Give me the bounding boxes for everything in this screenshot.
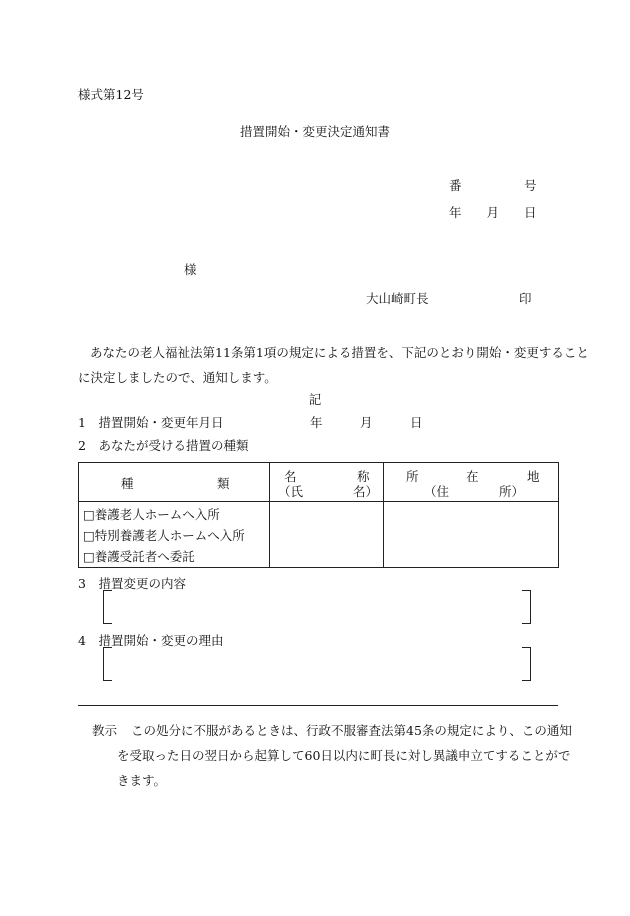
- header-type-char-1: 種: [121, 476, 134, 491]
- measure-type-table: [78, 462, 559, 568]
- notice-line-3: きます。: [117, 773, 167, 788]
- addressee-honorific: 様: [184, 262, 197, 277]
- sender-name: 大山崎町長: [366, 291, 429, 306]
- header-type: [79, 463, 270, 502]
- item-3-bracket-left: [103, 590, 112, 624]
- item-4-label: 4 措置開始・変更の理由: [78, 633, 224, 648]
- header-address-char-2: 在: [466, 469, 479, 484]
- table-body-row: [79, 502, 559, 568]
- item-3-label: 3 措置変更の内容: [78, 576, 186, 591]
- header-name: [270, 463, 384, 502]
- form-number: 様式第12号: [78, 87, 144, 102]
- separator-line: [78, 705, 558, 706]
- header-name-sub: （氏 名）: [278, 484, 379, 499]
- measure-options-cell: [79, 502, 270, 568]
- header-address-char-1: 所: [406, 469, 419, 484]
- item-1-label: 1 措置開始・変更年月日: [78, 415, 224, 430]
- item-3-content-area[interactable]: [115, 590, 517, 622]
- address-value-cell[interactable]: [384, 502, 559, 568]
- document-date-label: 年 月 日: [449, 205, 537, 220]
- option-nursing-home[interactable]: □養護老人ホームへ入所: [83, 507, 220, 522]
- notice-line-1: この処分に不服があるときは、行政不服審査法第45条の規定により、この通知: [131, 723, 572, 738]
- ki-heading: 記: [308, 392, 322, 407]
- notice-line-2: を受取った日の翌日から起算して60日以内に町長に対し異議申立てすることがで: [117, 748, 571, 763]
- option-special-nursing-home[interactable]: □特別養護老人ホームへ入所: [83, 528, 245, 543]
- notice-label: 教示: [92, 723, 118, 738]
- item-1-date: 年 月 日: [310, 415, 423, 430]
- item-4-bracket-left: [103, 647, 112, 681]
- item-4-content-area[interactable]: [115, 647, 517, 679]
- seal-mark: 印: [519, 291, 532, 306]
- body-text-line-1: あなたの老人福祉法第11条第1項の規定による措置を、下記のとおり開始・変更すること: [90, 345, 589, 360]
- header-name-char-2: 称: [357, 469, 370, 484]
- header-address: [384, 463, 559, 502]
- item-2-label: 2 あなたが受ける措置の種類: [78, 438, 249, 453]
- item-4-bracket-right: [522, 647, 531, 681]
- header-type-char-2: 類: [217, 476, 230, 491]
- header-address-char-3: 地: [527, 469, 540, 484]
- document-title: 措置開始・変更決定通知書: [239, 124, 390, 139]
- table-header-row: [79, 463, 559, 502]
- header-address-sub: （住 所）: [424, 484, 525, 499]
- header-name-char-1: 名: [284, 469, 297, 484]
- document-number-label: 番 号: [449, 178, 537, 193]
- name-value-cell[interactable]: [270, 502, 384, 568]
- body-text-line-2: に決定しましたので、通知します。: [78, 370, 277, 385]
- option-foster-consignment[interactable]: □養護受託者へ委託: [83, 549, 195, 564]
- item-3-bracket-right: [522, 590, 531, 624]
